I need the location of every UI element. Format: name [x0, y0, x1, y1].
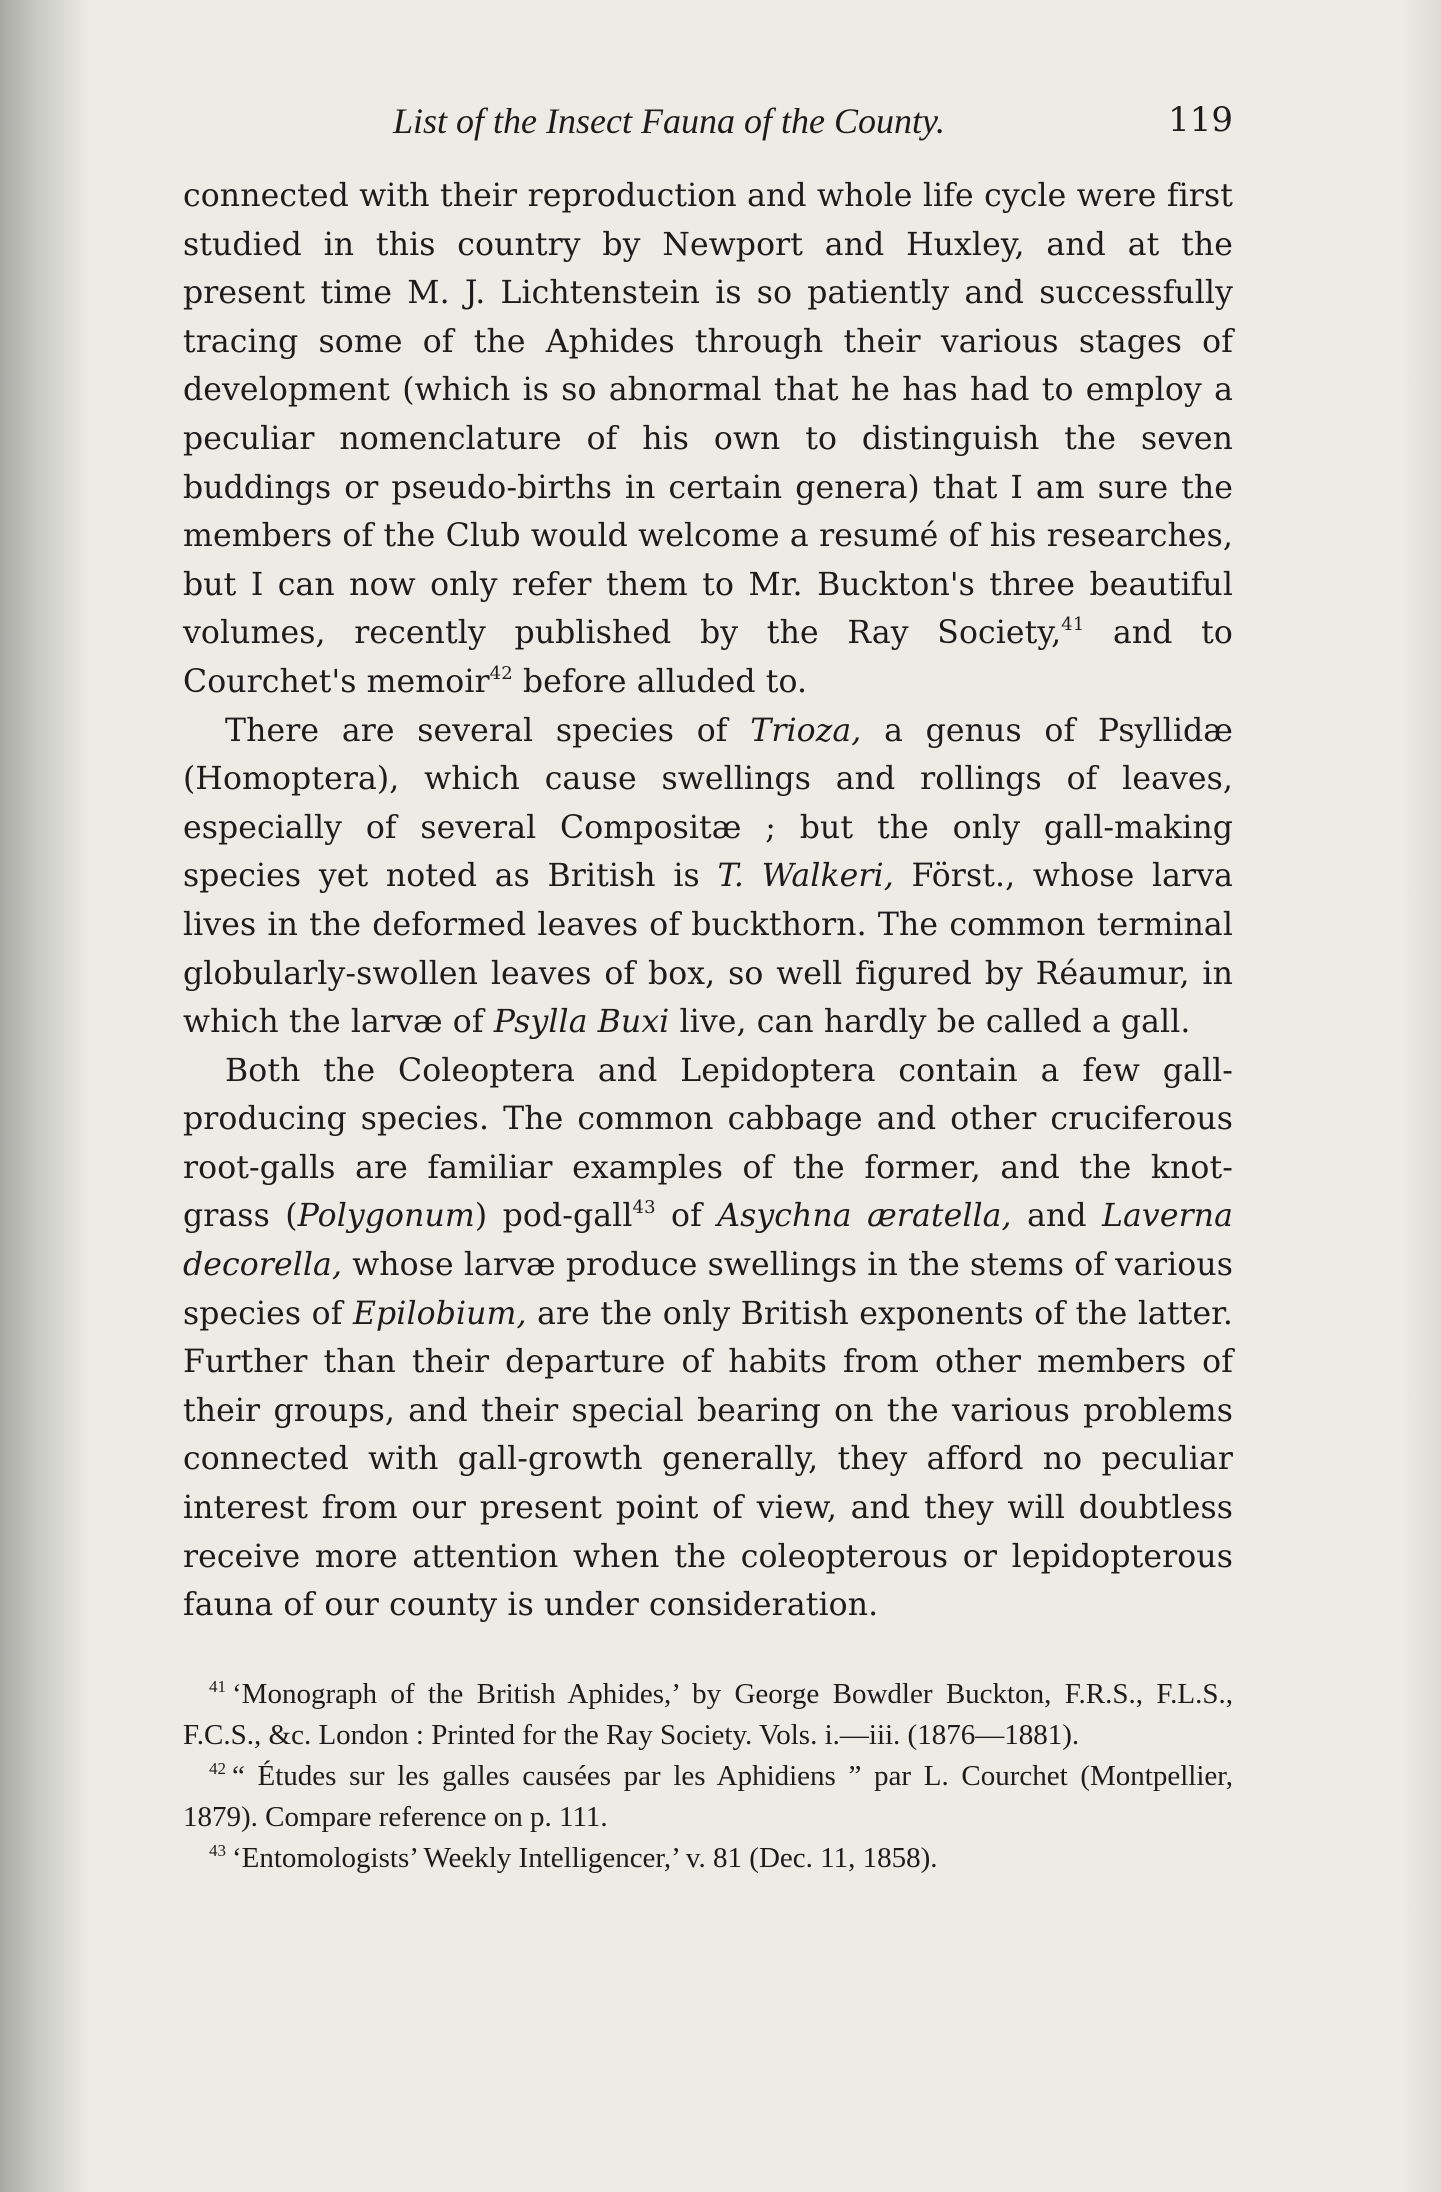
text-run: whose larvæ produce swellings in the stems of various species of	[183, 1247, 1233, 1332]
paragraph-3	[183, 1047, 1233, 1630]
paragraph-2	[183, 707, 1233, 1047]
footnote-mark: 43	[209, 1840, 226, 1860]
footnote-42	[183, 1756, 1233, 1838]
taxon-name: Laverna decorella,	[183, 1198, 1233, 1284]
running-title: List of the Insect Fauna of the County.	[393, 101, 945, 141]
footnotes	[183, 1674, 1233, 1879]
footnote-ref-42: 42	[489, 662, 513, 684]
footnote-mark: 41	[209, 1676, 226, 1696]
text-run: and to Courchet's memoir	[183, 615, 1233, 700]
text-run: Both the Coleoptera and Lepidoptera contain a few gall-producing species. The common cabbage and other cruciferous root-galls are familiar examples of the former, and the knot-grass (	[183, 1052, 1233, 1235]
footnote-text: “ Études sur les galles causées par les Aphidiens ” par L. Courchet (Montpellier, 1879). Compare reference on p. 111.	[183, 1759, 1233, 1833]
text-run: of	[655, 1198, 718, 1235]
footnote-mark: 42	[209, 1758, 226, 1778]
text-run: and	[1011, 1198, 1103, 1235]
taxon-name: Asychna æratella,	[717, 1198, 1012, 1235]
text-run: are the only British exponents of the latter. Further than their departure of habits from other members of their groups, and their special bearing on the various problems connected with gall-growth generally, they afford no peculiar interest from our present point of view, and they will doubtless receive more attention when the coleopterous or lepidopterous fauna of our county is under consideration.	[183, 1295, 1233, 1624]
text-run: connected with their reproduction and whole life cycle were first studied in this country by Newport and Huxley, and at the present time M. J. Lichtenstein is so patiently and successfully tracing some of the Aphides through their various stages of development (which is so abnormal that he has had to employ a peculiar nomenclature of his own to distinguish the seven buddings or pseudo-births in certain genera) that I am sure the members of the Club would welcome a resumé of his researches, but I can now only refer them to Mr. Buckton's three beautiful volumes, recently published by the Ray Society,	[183, 178, 1233, 652]
running-head	[183, 96, 1233, 156]
page-number: 119	[1168, 100, 1233, 140]
taxon-name: T. Walkeri,	[717, 858, 894, 895]
text-run: before alluded to.	[512, 663, 808, 700]
body-text	[183, 172, 1233, 1630]
taxon-name: Epilobium,	[352, 1295, 527, 1332]
text-run: ) pod-gall	[474, 1198, 633, 1235]
taxon-name: Trioza,	[750, 712, 862, 749]
page-edge	[1401, 0, 1441, 2192]
taxon-name: Psylla Buxi	[493, 1004, 670, 1041]
paragraph-1	[183, 172, 1233, 707]
binding-shadow	[0, 0, 90, 2192]
text-run: Först., whose larva lives in the deformed leaves of buckthorn. The common terminal globularly-swollen leaves of box, so well figured by Réaumur, in which the larvæ of	[183, 858, 1233, 1041]
footnote-text: ‘Monograph of the British Aphides,’ by George Bowdler Buckton, F.R.S., F.L.S., F.C.S., &c. London : Printed for the Ray Society. Vols. i.—iii. (1876—1881).	[183, 1677, 1233, 1751]
footnote-ref-43: 43	[632, 1197, 656, 1219]
footnote-41	[183, 1674, 1233, 1756]
taxon-name: Polygonum	[297, 1198, 475, 1235]
text-run: live, can hardly be called a gall.	[669, 1004, 1191, 1041]
footnote-text: ‘Entomologists’ Weekly Intelligencer,’ v. 81 (Dec. 11, 1858).	[232, 1841, 938, 1874]
book-page	[183, 96, 1233, 1879]
footnote-ref-41: 41	[1061, 614, 1085, 636]
text-run: There are several species of	[225, 712, 751, 749]
text-run: a genus of Psyllidæ (Homoptera), which cause swellings and rollings of leaves, especially of several Compositæ ; but the only gall-making species yet noted as British is	[183, 712, 1234, 895]
footnote-43	[183, 1838, 1233, 1879]
